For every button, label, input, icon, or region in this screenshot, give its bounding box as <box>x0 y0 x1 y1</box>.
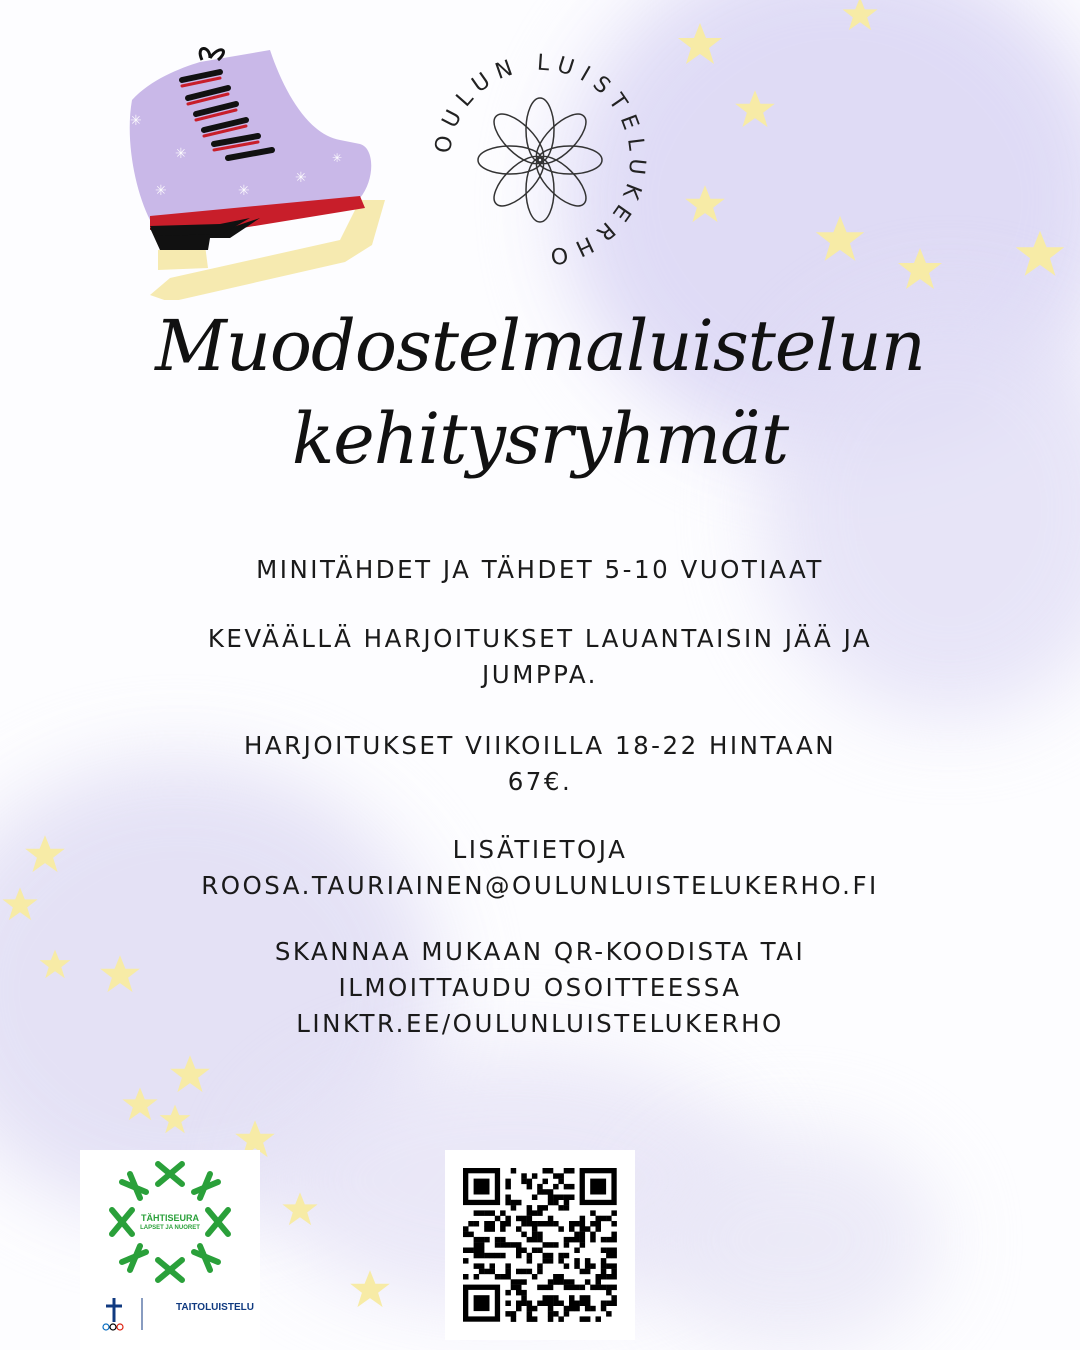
svg-text:✳: ✳ <box>332 151 343 165</box>
club-logo <box>420 40 660 280</box>
info-spring-line: JUMPPA. <box>482 660 598 689</box>
tahtiseura-label: TÄHTISEURA <box>141 1213 199 1223</box>
svg-text:OULUN LUISTELUKERHO <box>431 51 650 270</box>
star-icon <box>350 1270 390 1307</box>
info-price <box>140 728 940 800</box>
info-signup <box>140 934 940 1042</box>
tahtiseura-logo <box>80 1150 260 1350</box>
svg-text:✳: ✳ <box>130 113 142 129</box>
info-price-line: HARJOITUKSET VIIKOILLA 18-22 HINTAAN <box>243 731 837 760</box>
svg-text:✳: ✳ <box>295 170 307 186</box>
signup-link[interactable]: LINKTR.EE/OULUNLUISTELUKERHO <box>296 1009 784 1038</box>
star-icon <box>735 90 775 127</box>
star-icon <box>100 955 140 992</box>
svg-text:✳: ✳ <box>175 146 187 162</box>
star-icon <box>122 1087 157 1120</box>
svg-text:✳: ✳ <box>238 183 250 199</box>
star-icon <box>1016 231 1064 276</box>
qr-code[interactable] <box>445 1150 635 1340</box>
star-icon <box>898 248 942 289</box>
svg-text:✳: ✳ <box>155 183 167 199</box>
info-spring-line: KEVÄÄLLÄ HARJOITUKSET LAUANTAISIN JÄÄ JA <box>207 624 873 653</box>
star-icon <box>170 1055 210 1092</box>
star-icon <box>160 1105 191 1134</box>
star-icon <box>282 1192 317 1225</box>
info-contact <box>140 832 940 904</box>
star-icon <box>842 0 877 30</box>
info-contact-label: LISÄTIETOJA <box>452 835 628 864</box>
qr-code-icon <box>445 1150 635 1340</box>
info-spring <box>140 621 940 693</box>
title-line-1: Muodostelmaluistelun <box>155 305 925 387</box>
finland-olympic-icon <box>94 1294 164 1334</box>
tahtiseura-sublabel: LAPSET JA NUORET <box>140 1225 200 1231</box>
title-line-2: kehitysryhmät <box>291 398 789 480</box>
info-signup-line: ILMOITTAUDU OSOITTEESSA <box>338 973 742 1002</box>
club-logo-text: OULUN LUISTELUKERHO <box>430 50 650 270</box>
ice-skate-icon <box>110 40 400 300</box>
taitoluistelu-label: TAITOLUISTELU <box>176 1302 254 1313</box>
info-signup-line: SKANNAA MUKAAN QR-KOODISTA TAI <box>274 937 806 966</box>
star-icon <box>678 23 722 64</box>
flower-icon <box>478 98 602 222</box>
star-icon <box>685 185 725 222</box>
star-icon <box>25 835 65 872</box>
info-groups-text: MINITÄHDET JA TÄHDET 5-10 VUOTIAAT <box>256 555 824 584</box>
star-icon <box>2 887 37 920</box>
contact-email[interactable]: ROOSA.TAURIAINEN@OULUNLUISTELUKERHO.FI <box>201 871 879 900</box>
info-price-line: 67€. <box>507 767 573 796</box>
info-groups <box>140 552 940 588</box>
star-icon <box>816 216 864 261</box>
star-icon <box>40 950 71 979</box>
